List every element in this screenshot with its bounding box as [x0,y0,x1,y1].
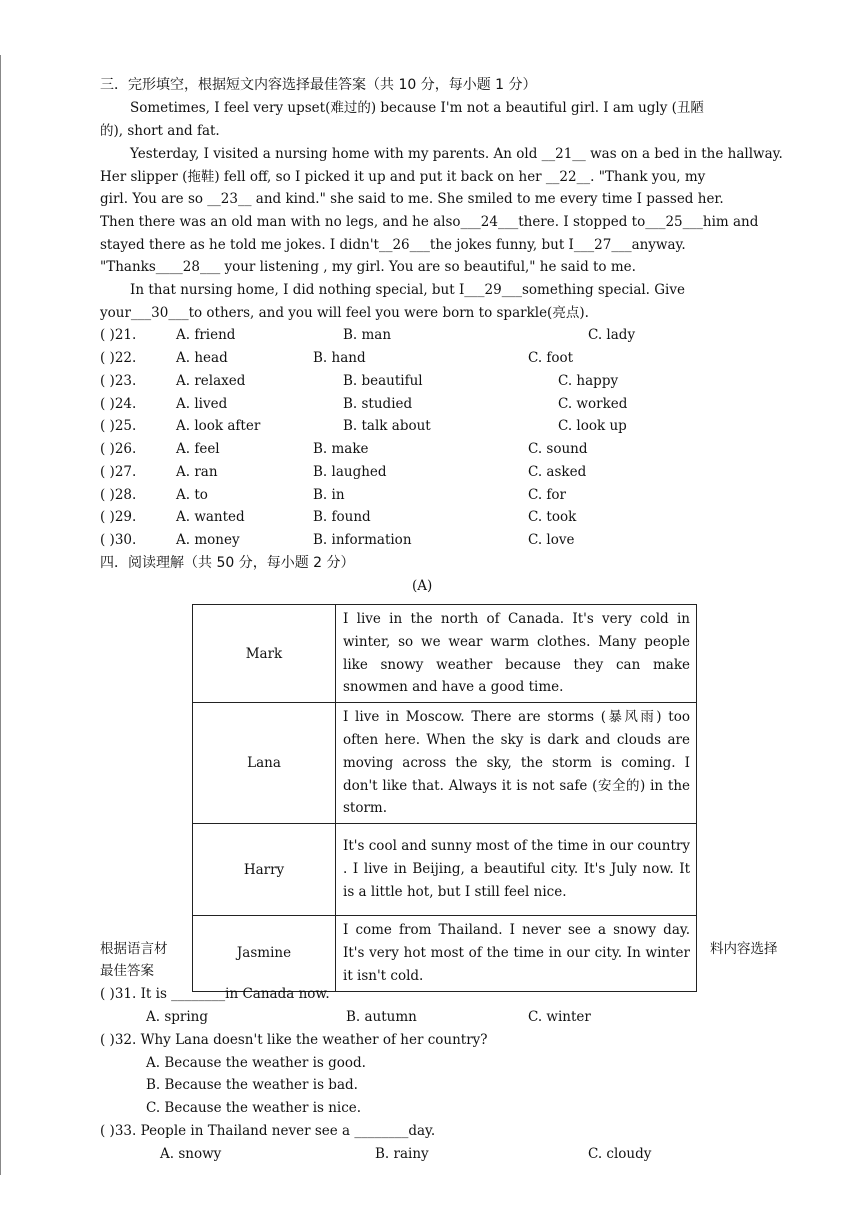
instruction-fragment: 根据语言材 [100,941,168,957]
speaker-name: Harry [193,824,336,916]
option-c[interactable]: C. cloudy [588,1146,652,1162]
passage-line: girl. You are so __23__ and kind." she said to me. She smiled to me every time I passed her. [100,191,724,207]
option-b[interactable]: B. found [313,509,371,525]
option-b[interactable]: B. Because the weather is bad. [146,1077,358,1093]
option-a[interactable]: A. Because the weather is good. [146,1055,366,1071]
option-b[interactable]: B. man [343,327,392,343]
option-c[interactable]: C. winter [528,1009,591,1025]
question-number[interactable]: ( )25. [100,418,137,434]
option-b[interactable]: B. beautiful [343,373,423,389]
option-b[interactable]: B. studied [343,396,413,412]
passage-line: Then there was an old man with no legs, and he also___24___there. I stopped to___25___him and [100,214,759,230]
speaker-text: I live in the north of Canada. It's very cold in winter, so we wear warm clothes. Many people like snowy weather because they can make snowmen and have a good time. [336,605,697,703]
option-c[interactable]: C. asked [528,464,587,480]
table-row [193,605,697,703]
passage-label: (A) [412,578,433,594]
option-b[interactable]: B. in [313,487,345,503]
option-c[interactable]: C. worked [558,396,628,412]
speaker-text: I live in Moscow. There are storms (暴风雨) too often here. When the sky is dark and clouds are moving across the sky, the storm is coming. I don't like that. Always it is not safe (安全的) in the storm. [336,703,697,824]
speaker-name: Mark [193,605,336,703]
option-c[interactable]: C. Because the weather is nice. [146,1100,362,1116]
option-b[interactable]: B. information [313,532,412,548]
speaker-name: Lana [193,703,336,824]
question-number[interactable]: ( )21. [100,327,137,343]
option-a[interactable]: A. wanted [176,509,245,525]
option-a[interactable]: A. to [176,487,208,503]
question-number[interactable]: ( )24. [100,396,137,412]
passage-line: Yesterday, I visited a nursing home with my parents. An old __21__ was on a bed in the hallway. [130,146,783,162]
page-margin-rule [0,55,1,1175]
option-b[interactable]: B. autumn [346,1009,417,1025]
question-number[interactable]: ( )29. [100,509,137,525]
passage-line: stayed there as he told me jokes. I didn't__26___the jokes funny, but I___27___anyway. [100,237,686,253]
option-c[interactable]: C. lady [588,327,636,343]
option-b[interactable]: B. hand [313,350,366,366]
passage-line: "Thanks____28___ your listening , my girl. You are so beautiful," he said to me. [100,259,636,275]
section-4-title: 四．阅读理解（共 50 分，每小题 2 分） [100,555,355,571]
option-c[interactable]: C. sound [528,441,588,457]
question-number[interactable]: ( )23. [100,373,137,389]
option-c[interactable]: C. happy [558,373,619,389]
speaker-name: Jasmine [193,916,336,991]
passage-line: Sometimes, I feel very upset(难过的) because I'm not a beautiful girl. I am ugly (丑陋 [130,100,704,116]
question-number[interactable]: ( )26. [100,441,137,457]
instruction-fragment: 料内容选择 [710,941,778,957]
option-b[interactable]: B. talk about [343,418,431,434]
option-a[interactable]: A. money [176,532,240,548]
question-number[interactable]: ( )28. [100,487,137,503]
option-a[interactable]: A. friend [176,327,236,343]
option-c[interactable]: C. took [528,509,577,525]
option-a[interactable]: A. look after [176,418,261,434]
speaker-text: It's cool and sunny most of the time in our country . I live in Beijing, a beautiful city. It's July now. It is a little hot, but I still feel nice. [336,824,697,916]
question-31-stem[interactable]: ( )31. It is ________in Canada now. [100,986,330,1002]
question-33-stem[interactable]: ( )33. People in Thailand never see a ________day. [100,1123,436,1139]
option-c[interactable]: C. love [528,532,575,548]
instruction-fragment: 最佳答案 [100,963,154,979]
reading-table [192,604,697,992]
table-row [193,824,697,916]
option-a[interactable]: A. ran [176,464,218,480]
passage-line: Her slipper (拖鞋) fell off, so I picked it up and put it back on her __22__. "Thank you, my [100,169,706,185]
table-row [193,916,697,991]
option-b[interactable]: B. rainy [375,1146,429,1162]
option-a[interactable]: A. relaxed [176,373,246,389]
question-32-stem[interactable]: ( )32. Why Lana doesn't like the weather of her country? [100,1032,488,1048]
passage-line: In that nursing home, I did nothing special, but I___29___something special. Give [130,282,685,298]
question-number[interactable]: ( )30. [100,532,137,548]
option-a[interactable]: A. spring [146,1009,209,1025]
option-a[interactable]: A. feel [176,441,220,457]
option-a[interactable]: A. snowy [160,1146,222,1162]
section-3-title: 三．完形填空，根据短文内容选择最佳答案（共 10 分，每小题 1 分） [100,77,537,93]
option-b[interactable]: B. make [313,441,369,457]
table-row [193,703,697,824]
option-a[interactable]: A. lived [176,396,228,412]
passage-line: your___30___to others, and you will feel you were born to sparkle(亮点). [100,305,589,321]
passage-line: 的), short and fat. [100,123,220,139]
option-c[interactable]: C. foot [528,350,574,366]
option-c[interactable]: C. for [528,487,567,503]
option-a[interactable]: A. head [176,350,228,366]
speaker-text: I come from Thailand. I never see a snowy day. It's very hot most of the time in our city. In winter it isn't cold. [336,916,697,991]
option-b[interactable]: B. laughed [313,464,387,480]
question-number[interactable]: ( )22. [100,350,137,366]
question-number[interactable]: ( )27. [100,464,137,480]
option-c[interactable]: C. look up [558,418,627,434]
